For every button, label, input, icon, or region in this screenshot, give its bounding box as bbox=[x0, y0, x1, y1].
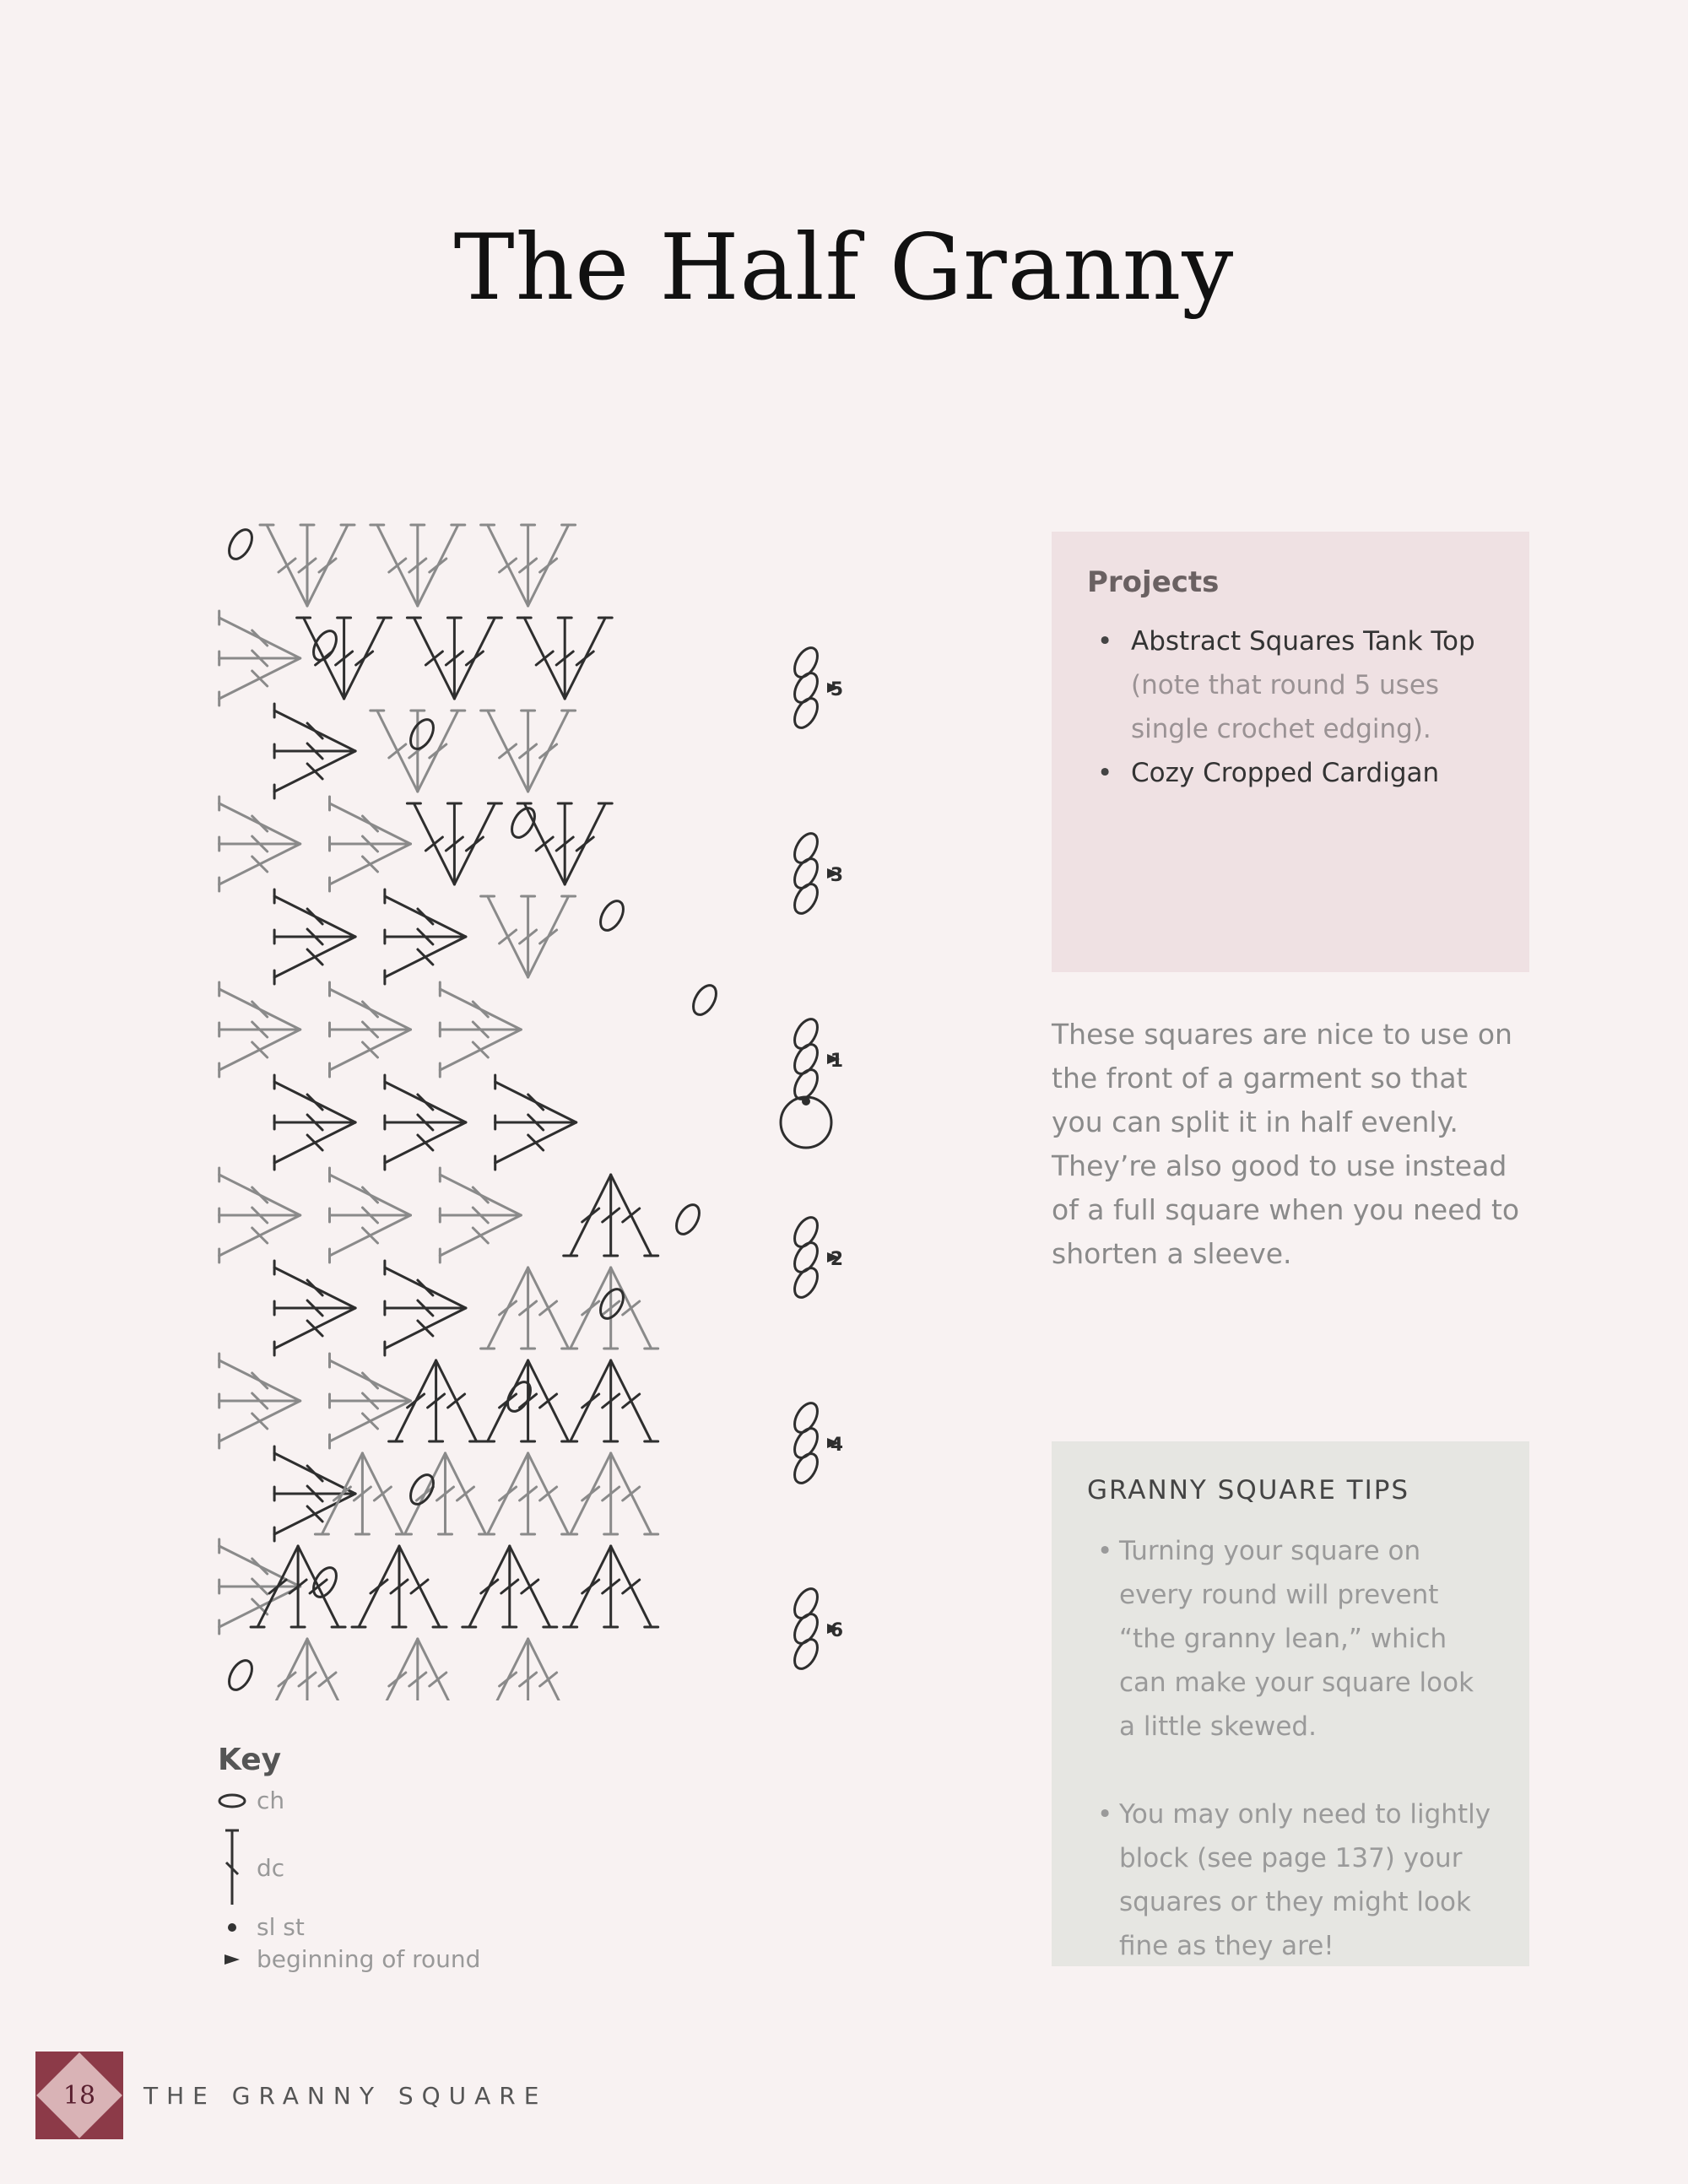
tips-title: GRANNY SQUARE TIPS bbox=[1087, 1475, 1410, 1506]
project-item bbox=[1087, 619, 1496, 751]
round-label: 1 bbox=[830, 1051, 843, 1072]
stitch-cluster bbox=[481, 896, 576, 977]
project-name: Abstract Squares Tank Top bbox=[1131, 626, 1475, 657]
stitch-cluster bbox=[564, 1360, 658, 1441]
key-label-ch: ch bbox=[257, 1787, 285, 1814]
chain-stitch bbox=[507, 804, 539, 841]
page-title: The Half Granny bbox=[453, 215, 1235, 321]
beginning-of-round-icon bbox=[218, 1951, 246, 1968]
round-label: 6 bbox=[830, 1620, 843, 1641]
key-title: Key bbox=[218, 1743, 282, 1777]
key-label-dc: dc bbox=[257, 1853, 285, 1882]
stitch-cluster bbox=[274, 889, 355, 984]
key-label-sl-st: sl st bbox=[257, 1913, 305, 1941]
stitch-cluster bbox=[330, 797, 411, 891]
stitch-cluster bbox=[481, 1639, 576, 1700]
stitch-cluster bbox=[274, 1261, 355, 1355]
stitch-cluster bbox=[371, 1639, 465, 1700]
stitch-cluster bbox=[219, 982, 300, 1077]
chain-stitch bbox=[225, 1657, 257, 1694]
stitch-cluster bbox=[481, 711, 576, 792]
stitch-cluster bbox=[385, 889, 466, 984]
stitch-cluster bbox=[481, 1268, 576, 1349]
sl-st-icon bbox=[218, 1919, 246, 1936]
stitch-cluster bbox=[398, 1453, 493, 1534]
stitch-cluster bbox=[297, 618, 392, 699]
round-label: 2 bbox=[830, 1249, 843, 1270]
project-item bbox=[1087, 751, 1496, 795]
round-label: 5 bbox=[830, 679, 843, 700]
chain-stitch bbox=[309, 627, 341, 664]
key-item-ch bbox=[218, 1787, 284, 1814]
dc-icon bbox=[218, 1827, 246, 1908]
stitch-cluster bbox=[517, 618, 612, 699]
key-item-beginning-of-round bbox=[218, 1945, 480, 1973]
ch-icon bbox=[218, 1792, 246, 1809]
stitch-cluster bbox=[440, 982, 521, 1077]
stitch-cluster bbox=[219, 611, 300, 705]
chain-stitch bbox=[596, 897, 628, 934]
tip-item: • You may only need to lightly block (see page 137) your squares or they might look fine as they are! bbox=[1087, 1792, 1496, 1968]
page-number-badge bbox=[35, 2052, 123, 2139]
stitch-cluster bbox=[260, 525, 354, 606]
tips-list bbox=[1087, 1529, 1496, 1968]
key-label-beginning-of-round: beginning of round bbox=[257, 1945, 481, 1973]
stitch-cluster bbox=[564, 1268, 658, 1349]
chain-stitch bbox=[689, 981, 721, 1019]
key-item-dc bbox=[218, 1827, 284, 1908]
stitch-cluster bbox=[330, 1168, 411, 1262]
sl-st-icon bbox=[802, 1097, 810, 1106]
stitch-cluster bbox=[352, 1546, 446, 1627]
stitch-cluster bbox=[274, 1075, 355, 1170]
round-label: 3 bbox=[830, 865, 843, 886]
projects-title: Projects bbox=[1087, 565, 1220, 599]
stitch-cluster bbox=[481, 1453, 576, 1534]
stitch-cluster bbox=[219, 797, 300, 891]
page-footer bbox=[35, 2053, 547, 2138]
chain-stitch bbox=[503, 1378, 535, 1415]
stitch-cluster bbox=[407, 803, 501, 884]
stitch-cluster bbox=[219, 1539, 300, 1634]
page-number: 18 bbox=[62, 2080, 96, 2111]
stitch-cluster bbox=[385, 1261, 466, 1355]
stitch-cluster bbox=[564, 1546, 658, 1627]
stitch-cluster bbox=[517, 803, 612, 884]
projects-list bbox=[1087, 619, 1496, 795]
project-name: Cozy Cropped Cardigan bbox=[1131, 758, 1440, 788]
tips-box bbox=[1052, 1441, 1529, 1966]
stitch-cluster bbox=[440, 1168, 521, 1262]
tip-item: • Turning your square on every round will prevent “the granny lean,” which can make your square look a little skewed. bbox=[1087, 1529, 1496, 1749]
crochet-chart bbox=[215, 519, 848, 1700]
stitch-cluster bbox=[385, 1075, 466, 1170]
stitch-cluster bbox=[260, 1639, 354, 1700]
stitch-cluster bbox=[219, 1354, 300, 1448]
chain-stitch bbox=[672, 1201, 704, 1238]
stitch-cluster bbox=[463, 1546, 557, 1627]
stitch-cluster bbox=[564, 1175, 658, 1256]
round-label: 4 bbox=[830, 1435, 843, 1456]
stitch-cluster bbox=[330, 982, 411, 1077]
running-head: THE GRANNY SQUARE bbox=[143, 2081, 548, 2110]
chain-stitch bbox=[406, 716, 438, 753]
stitch-cluster bbox=[274, 704, 355, 798]
chart-key bbox=[218, 1743, 481, 1973]
description-text: These squares are nice to use on the front of a garment so that you can split it in half evenly. They’re also good to use instead of a full square when you need to shorten a sleeve. bbox=[1052, 1018, 1520, 1270]
chain-stitch bbox=[225, 526, 257, 563]
stitch-cluster bbox=[564, 1453, 658, 1534]
key-item-sl-st bbox=[218, 1913, 305, 1941]
stitch-cluster bbox=[495, 1075, 576, 1170]
stitch-cluster bbox=[407, 618, 501, 699]
stitch-cluster bbox=[481, 525, 576, 606]
stitch-cluster bbox=[219, 1168, 300, 1262]
stitch-cluster bbox=[371, 711, 465, 792]
project-note: (note that round 5 uses single crochet edging). bbox=[1131, 670, 1440, 744]
stitch-cluster bbox=[371, 525, 465, 606]
projects-box bbox=[1052, 532, 1529, 972]
